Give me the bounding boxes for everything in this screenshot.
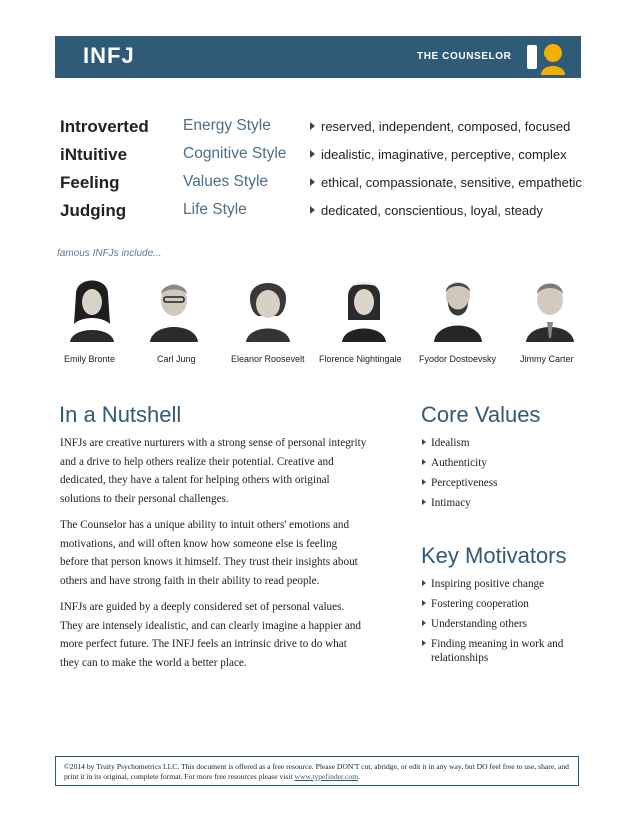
trait-letter: iNtuitive <box>60 145 128 164</box>
triangle-bullet-icon <box>310 178 315 186</box>
famous-name: Florence Nightingale <box>319 354 402 364</box>
trait-letter: Judging <box>60 201 127 220</box>
type-code: INFJ <box>83 43 135 68</box>
trait-row <box>60 173 580 199</box>
portrait-fyodor-dostoevsky <box>428 272 488 342</box>
portrait-eleanor-roosevelt <box>238 272 298 342</box>
triangle-bullet-icon <box>310 122 315 130</box>
list-item: Authenticity <box>422 456 592 470</box>
triangle-bullet-icon <box>422 459 426 465</box>
famous-name: Emily Bronte <box>64 354 116 364</box>
famous-name: Eleanor Roosevelt <box>231 354 305 364</box>
trait-description: dedicated, conscientious, loyal, steady <box>310 203 543 218</box>
type-nickname: THE COUNSELOR <box>417 51 512 62</box>
footer-text: ©2014 by Truity Psychometrics LLC. This document is offered as a free resource. Please DON'T cut, abridge, or edit it in any way, but DO feel free to use, share, and print it in its original, complete format. For more free resources please visit <box>64 762 569 781</box>
triangle-bullet-icon <box>422 479 426 485</box>
nutshell-title: In a Nutshell <box>59 402 182 427</box>
counselor-badge-icon <box>527 39 567 77</box>
triangle-bullet-icon <box>422 600 426 606</box>
list-item: Finding meaning in work and relationships <box>422 637 592 665</box>
famous-name: Fyodor Dostoevsky <box>419 354 497 364</box>
nutshell-paragraph: INFJs are creative nurturers with a strong sense of personal integrity and a drive to help others realize their potential. Creative and dedicated, they have a talent for helping others with original solutions to their personal challenges. <box>60 437 367 505</box>
trait-letter: Introverted <box>60 117 149 136</box>
trait-row <box>60 117 580 143</box>
triangle-bullet-icon <box>422 580 426 586</box>
header-banner <box>55 36 581 78</box>
trait-row <box>60 145 580 171</box>
core-values-title: Core Values <box>421 402 541 427</box>
portrait-jimmy-carter <box>520 272 580 342</box>
triangle-bullet-icon <box>310 206 315 214</box>
trait-row <box>60 201 580 227</box>
nutshell-body <box>60 434 368 672</box>
nutshell-paragraph: INFJs are guided by a deeply considered set of personal values. They are intensely idealistic, and can clearly imagine a happier and more perfect future. The INFJ feels an intrinsic drive to do what they can to make the world a better place. <box>60 601 361 669</box>
famous-label: famous INFJs include... <box>57 248 162 259</box>
list-item: Inspiring positive change <box>422 577 592 591</box>
trait-description: reserved, independent, composed, focused <box>310 119 570 134</box>
trait-style: Life Style <box>183 201 247 218</box>
footer-link[interactable]: www.typefinder.com <box>294 772 359 781</box>
triangle-bullet-icon <box>310 150 315 158</box>
key-motivators-list <box>422 577 592 671</box>
trait-style: Values Style <box>183 173 269 190</box>
list-item: Intimacy <box>422 496 592 510</box>
trait-style: Cognitive Style <box>183 145 287 162</box>
portrait-emily-bronte <box>62 272 122 342</box>
trait-style: Energy Style <box>183 117 271 134</box>
portrait-carl-jung <box>144 272 204 342</box>
core-values-list <box>422 436 592 516</box>
trait-description: idealistic, imaginative, perceptive, complex <box>310 147 567 162</box>
triangle-bullet-icon <box>422 620 426 626</box>
nutshell-paragraph: The Counselor has a unique ability to intuit others' emotions and motivations, and will often know how someone else is feeling before that person knows it himself. They trust their insights about others and have strong faith in their ability to read people. <box>60 519 358 587</box>
list-item: Idealism <box>422 436 592 450</box>
triangle-bullet-icon <box>422 499 426 505</box>
list-item: Perceptiveness <box>422 476 592 490</box>
famous-name: Jimmy Carter <box>520 354 574 364</box>
list-item: Fostering cooperation <box>422 597 592 611</box>
trait-letter: Feeling <box>60 173 120 192</box>
famous-name: Carl Jung <box>157 354 196 364</box>
trait-description: ethical, compassionate, sensitive, empathetic <box>310 175 582 190</box>
triangle-bullet-icon <box>422 640 426 646</box>
footer-end: . <box>358 772 361 781</box>
list-item: Understanding others <box>422 617 592 631</box>
triangle-bullet-icon <box>422 439 426 445</box>
key-motivators-title: Key Motivators <box>421 543 567 568</box>
portrait-florence-nightingale <box>334 272 394 342</box>
copyright-footer <box>55 756 579 786</box>
